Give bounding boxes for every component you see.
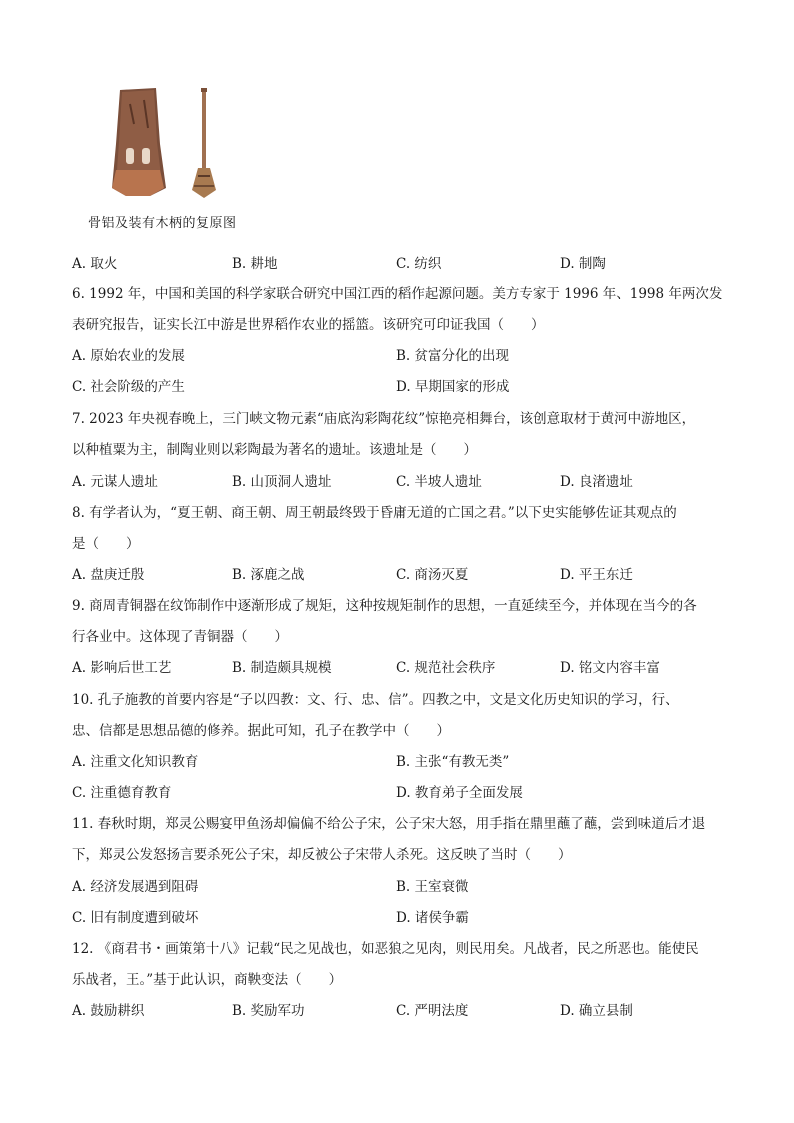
q12-option-c: C. 严明法度	[396, 1003, 469, 1019]
q6-option-c: C. 社会阶级的产生	[72, 379, 185, 395]
q7-option-c: C. 半坡人遗址	[396, 474, 482, 490]
q10-stem-line-1: 10. 孔子施教的首要内容是“子以四教：文、行、忠、信”。四教之中，文是文化历史知识的学习，行、	[72, 692, 679, 708]
q8-stem-line-2: 是（ ）	[72, 536, 140, 552]
q8-option-b: B. 涿鹿之战	[232, 567, 305, 583]
q6-option-a: A. 原始农业的发展	[72, 348, 185, 364]
q6-stem-line-1: 6. 1992 年，中国和美国的科学家联合研究中国江西的稻作起源问题。美方专家于 1996 年、1998 年两次发	[72, 286, 723, 302]
q5-option-c: C. 纺织	[396, 256, 442, 272]
q10-option-c: C. 注重德育教育	[72, 785, 172, 801]
q10-option-a: A. 注重文化知识教育	[72, 754, 199, 770]
q9-option-b: B. 制造颇具规模	[232, 660, 332, 676]
q12-stem-line-2: 乐战者，王。”基于此认识，商鞅变法（ ）	[72, 972, 343, 988]
q5-option-b: B. 耕地	[232, 256, 278, 272]
bone-spade-image	[112, 88, 166, 196]
q11-option-d: D. 诸侯争霸	[396, 910, 469, 926]
q12-stem-line-1: 12. 《商君书・画策第十八》记载“民之见战也，如恶狼之见肉，则民用矣。凡战者，民之所恶也。能使民	[72, 941, 699, 957]
bone-spade-figure	[104, 84, 244, 204]
q7-stem-line-2: 以种植粟为主，制陶业则以彩陶最为著名的遗址。该遗址是（ ）	[72, 442, 477, 458]
q7-option-a: A. 元谋人遗址	[72, 474, 158, 490]
q7-option-b: B. 山顶洞人遗址	[232, 474, 332, 490]
q8-option-c: C. 商汤灭夏	[396, 567, 469, 583]
q11-stem-line-1: 11. 春秋时期，郑灵公赐宴甲鱼汤却偏偏不给公子宋，公子宋大怒，用手指在鼎里蘸了蘸，尝到味道后才退	[72, 816, 706, 832]
q9-option-d: D. 铭文内容丰富	[560, 660, 660, 676]
q8-option-a: A. 盘庚迁殷	[72, 567, 145, 583]
q6-option-d: D. 早期国家的形成	[396, 379, 510, 395]
q5-option-d: D. 制陶	[560, 256, 606, 272]
q11-stem-line-2: 下，郑灵公发怒扬言要杀死公子宋，却反被公子宋带人杀死。这反映了当时（ ）	[72, 847, 572, 863]
hafted-spade-image	[192, 88, 216, 198]
q11-option-a: A. 经济发展遇到阻碍	[72, 879, 199, 895]
q8-option-d: D. 平王东迁	[560, 567, 633, 583]
q9-stem-line-1: 9. 商周青铜器在纹饰制作中逐渐形成了规矩，这种按规矩制作的思想，一直延续至今，并体现在当今的各	[72, 598, 697, 614]
q12-option-a: A. 鼓励耕织	[72, 1003, 145, 1019]
q5-option-a: A. 取火	[72, 256, 118, 272]
q8-stem-line-1: 8. 有学者认为，“夏王朝、商王朝、周王朝最终毁于昏庸无道的亡国之君。”以下史实能够佐证其观点的	[72, 505, 677, 521]
q11-option-b: B. 王室衰微	[396, 879, 469, 895]
q9-option-a: A. 影响后世工艺	[72, 660, 172, 676]
q10-option-d: D. 教育弟子全面发展	[396, 785, 523, 801]
q10-option-b: B. 主张“有教无类”	[396, 754, 510, 770]
q10-stem-line-2: 忠、信都是思想品德的修养。据此可知，孔子在教学中（ ）	[72, 723, 450, 739]
q9-stem-line-2: 行各业中。这体现了青铜器（ ）	[72, 629, 288, 645]
q6-option-b: B. 贫富分化的出现	[396, 348, 510, 364]
q12-option-b: B. 奖励军功	[232, 1003, 305, 1019]
q7-stem-line-1: 7. 2023 年央视春晚上，三门峡文物元素“庙底沟彩陶花纹”惊艳亮相舞台，该创意取材于黄河中游地区，	[72, 411, 696, 427]
q9-option-c: C. 规范社会秩序	[396, 660, 496, 676]
figure-caption: 骨铝及装有木柄的复原图	[88, 216, 237, 231]
q12-option-d: D. 确立县制	[560, 1003, 633, 1019]
q6-stem-line-2: 表研究报告，证实长江中游是世界稻作农业的摇篮。该研究可印证我国（ ）	[72, 317, 545, 333]
q7-option-d: D. 良渚遗址	[560, 474, 633, 490]
q11-option-c: C. 旧有制度遭到破坏	[72, 910, 199, 926]
